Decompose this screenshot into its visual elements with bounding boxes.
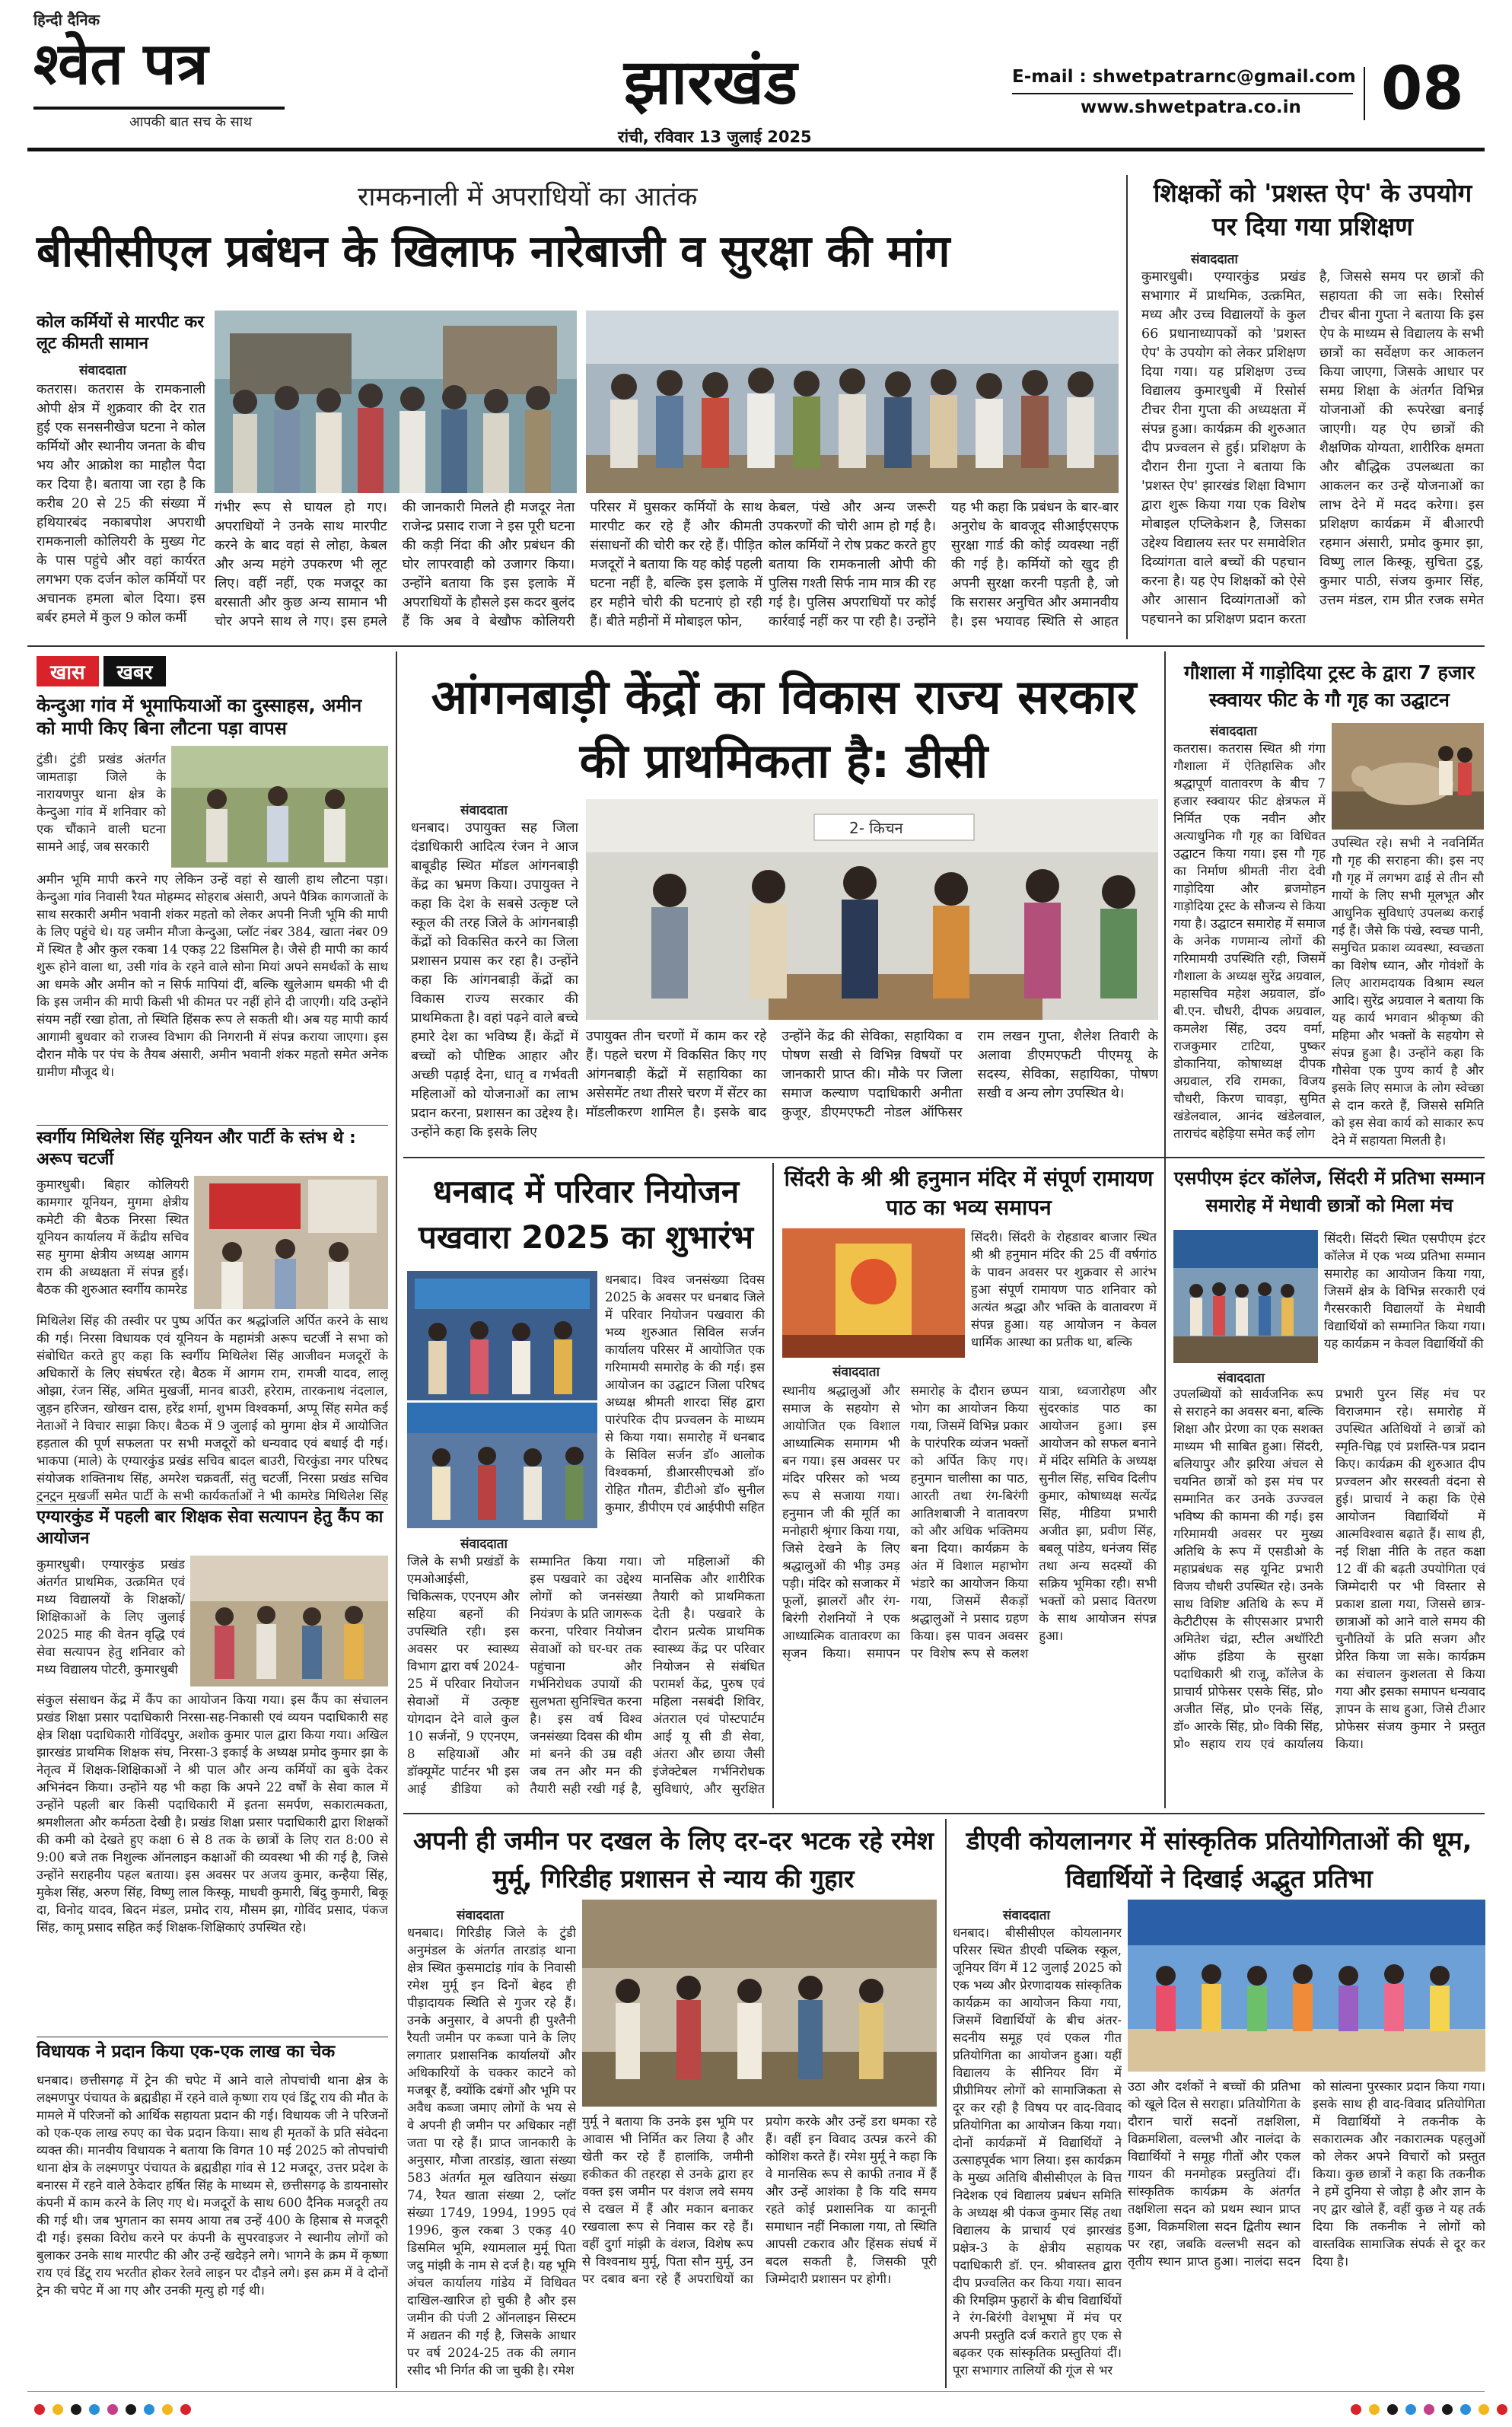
byline-parivar: संवाददाता bbox=[460, 1537, 508, 1552]
footer-dot bbox=[126, 2404, 136, 2415]
headline-mithilesh: स्वर्गीय मिथिलेश सिंह यूनियन और पार्टी के स्तंभ थे : अरूप चटर्जी bbox=[37, 1129, 356, 1169]
byline-spm: संवाददाता bbox=[1218, 1371, 1265, 1386]
byline-anganwadi: संवाददाता bbox=[460, 803, 508, 818]
rule-v4 bbox=[1164, 651, 1166, 1808]
story-spm-cols: उपलब्धियों को सार्वजनिक रूप से सराहने का अवसर बना, बल्कि शिक्षा और प्रेरणा का एक सशक्त माध्यम भी साबित हुआ। सिंदरी, बलियापुर और झरिया अंचल से चयनित छात्रों को इस मंच पर सम्मानित कर उनके उज्ज्वल भविष्य की कामना की गई। इस गरिमामयी अवसर पर मुख्य अतिथि के रूप में एसडीओ के महाप्रबंधक सह यूनिट प्रभारी विजय चौधरी उपस्थित रहे। उनके साथ विशिष्ट अतिथि के रूप में केटीटीएस के सीएसआर प्रभारी अमितेश चंद्रा, स्टील अथॉरिटी ऑफ इंडिया के सुरक्षा पदाधिकारी श्री राजू, कॉलेज के प्राचार्य प्रोफेसर एसके सिंह, प्रो० अजीत सिंह, प्रो० एनके सिंह, डॉ० आरके सिंह, प्रो० विकी सिंह, प्रो० सहाय राय एवं कार्यालय प्रभारी पुरन सिंह मंच पर विराजमान रहे। समारोह में उपस्थित अतिथियों ने छात्रों को स्मृति-चिह्न एवं प्रशस्ति-पत्र प्रदान किए। कार्यक्रम की शुरुआत दीप प्रज्वलन और सरस्वती वंदना से हुई। प्राचार्य ने कहा कि ऐसे आयोजन विद्यार्थियों में आत्मविश्वास बढ़ाते हैं। साथ ही, नई शिक्षा नीति के तहत कक्षा 12 वीं की बढ़ती उपयोगिता एवं जिम्मेदारी पर भी विस्तार से प्रकाश डाला गया, जिससे छात्र-छात्राओं को आने वाले समय की चुनौतियों के प्रति सजग और प्रेरित किया जा सके। कार्यक्रम का संचालन कुशलता से किया गया और इसका समापन धन्यवाद ज्ञापन के साथ हुआ, जिसे टीआर प्रोफेसर संजय कुमार ने प्रस्तुत किया। bbox=[1173, 1387, 1485, 1751]
headline-anganwadi: आंगनबाड़ी केंद्रों का विकास राज्य सरकार की प्राथमिकता है: डीसी bbox=[431, 669, 1137, 788]
headline-bccl: बीसीसीएल प्रबंधन के खिलाफ नारेबाजी व सुरक्षा की मांग bbox=[37, 225, 950, 277]
tag-black: खबर bbox=[103, 656, 167, 686]
footer-dot bbox=[144, 2404, 154, 2415]
footer-dot bbox=[1424, 2404, 1434, 2415]
story-kendua-col1: टुंडी। टुंडी प्रखंड अंतर्गत जामताड़ा जिले के नारायणपुर थाना क्षेत्र के केन्दुआ गांव में शनिवार को एक चौंकाने वाली घटना सामने आई, जब सरकारी bbox=[37, 752, 166, 854]
rule-s5 bbox=[37, 1504, 388, 1505]
story-bccl-col1: कतरास। कतरास के रामकनाली ओपी क्षेत्र में शुक्रवार की देर रात हुई एक सनसनीखेज घटना ने कोल कर्मियों और स्थानीय जनता के बीच भय और आक्रोश का माहौल पैदा कर दिया है। बताया जा रहा है कि करीब 20 से 25 की संख्या में हथियारबंद नकाबपोश अपराधी रामकनाली कोलियरी के मुख्य गेट के पास पहुंचे और वहां कार्यरत लगभग एक दर्जन कोल कर्मियों पर अचानक हमला बोल दिया। इस बर्बर हमले में कुल 9 कोल कर्मी bbox=[37, 382, 205, 626]
page-number: 08 bbox=[1381, 55, 1464, 123]
photo-hanuman bbox=[782, 1228, 965, 1358]
footer-dot bbox=[1351, 2404, 1361, 2415]
headline-cheque: विधायक ने प्रदान किया एक-एक लाख का चेक bbox=[37, 2042, 336, 2062]
photo-spm bbox=[1173, 1230, 1318, 1363]
photo-parivar bbox=[407, 1271, 597, 1400]
photo-murmu bbox=[582, 1900, 937, 2107]
masthead-rule bbox=[27, 148, 1485, 151]
footer-dot bbox=[1479, 2404, 1489, 2415]
tag-red: खास bbox=[37, 656, 99, 686]
story-hanuman-right: सिंदरी। सिंदरी के रोहडावर बाजार स्थित श्री श्री हनुमान मंदिर की 25 वीं वर्षगांठ के पावन अवसर पर शुक्रवार से आरंभ हुआ संपूर्ण रामायण पाठ शनिवार को अत्यंत श्रद्धा और भक्ति के वातावरण में संपन्न हुआ। यह आयोजन न केवल धार्मिक आस्था का प्रतीक था, बल्कि bbox=[971, 1230, 1157, 1349]
kicker: रामकनाली में अपराधियों का आतंक bbox=[358, 182, 698, 212]
rule-h3 bbox=[1172, 1157, 1485, 1158]
story-kendua-body: अमीन भूमि मापी करने गए लेकिन उन्हें वहां से खाली हाथ लौटना पड़ा। केन्दुआ गांव निवासी रैयत मोहम्मद सोहराब अंसारी, अपने पैत्रिक कागजातों के साथ सरकारी अमीन भवानी शंकर महतो को लेकर अपनी निजी भूमि की मापी के लिए पहुंचे थे। यह जमीन मौजा केन्दुआ, प्लॉट नंबर 384, खाता नंबर 09 में स्थित है और कुल रकबा 14 एकड़ 22 डिसमिल है। जैसे ही मापी का कार्य शुरू होने वाला था, उसी गांव के रहने वाले सोना मियां अपने समर्थकों के साथ आ धमके और अमीन को न सिर्फ मापियां दीं, बल्कि खुलेआम धमकी भी दी कि इस जमीन की मापी किसी भी कीमत पर नहीं होने दी जाएगी। यदि उन्होंने संयम नहीं रखा होता, तो स्थिति हिंसक रूप ले सकती थी। अब यह मापी कार्य आगामी बुधवार को राजस्व विभाग की निगरानी में संपन्न कराया जाएगा। इस दौरान मौके पर पंच के तैयब अंसारी, अमीन भवानी शंकर महतो समेत अनेक ग्रामीण मौजूद थे। bbox=[37, 872, 388, 1079]
rule-v2 bbox=[396, 651, 397, 2388]
brand-underline bbox=[33, 107, 285, 110]
rule-h4 bbox=[403, 1813, 1485, 1814]
email: E-mail : shwetpatrarnc@gmail.com bbox=[1012, 67, 1356, 87]
story-parivar-cols: जिले के सभी प्रखंडों के एमओआईसी, चिकित्सक, एएनएम और सहिया बहनों की उपस्थिति रही। इस अवसर पर स्वास्थ्य विभाग द्वारा वर्ष 2024-25 में परिवार नियोजन सेवाओं में उत्कृष्ट योगदान देने वाले कुल 10 सर्जनों, 9 एएनएम, 8 सहियाओं और डॉक्यूमेंट पार्टनर भी इस आई डीडिया को सम्मानित किया गया। इस पखवारे का उद्देश्य लोगों को जनसंख्या नियंत्रण के प्रति जागरूक करना, परिवार नियोजन सेवाओं को घर-घर तक पहुंचाना और गर्भनिरोधक उपायों की सुलभता सुनिश्चित करना है। इस वर्ष विश्व जनसंख्या दिवस की थीम मां बनने की उम्र वही जब तन और मन की तैयारी सही रखी गई है, जो महिलाओं की मानसिक और शारीरिक तैयारी को प्राथमिकता देती है। पखवारे के दौरान प्रत्येक प्राथमिक स्वास्थ्य केंद्र पर परिवार नियोजन से संबंधित परामर्श केंद्र, पुरुष एवं महिला नसबंदी शिविर, अंतराल एवं पोस्टपार्टम आई यू सी डी सेवा, अंतरा और छाया जैसी इंजेक्टेबल गर्भनिरोधक सुविधाएं, और सुरक्षित bbox=[407, 1554, 765, 1796]
footer-dot bbox=[34, 2404, 45, 2415]
brand-name: श्वेत पत्र bbox=[33, 30, 208, 97]
brand-tagline: आपकी बात सच के साथ bbox=[129, 114, 252, 130]
story-bccl-cols-right: केबल, पंखे और अन्य जरूरी उपकरणों की चोरी आम हो गई है। कोल कर्मियों ने रोष प्रकट करते हुए बताया कि रामकनाली ओपी की पुलिस गश्ती सिर्फ नाम मात्र की रह गई है। पुलिस अपराधियों पर कोई कार्रवाई नहीं कर पा रही है। उन्होंने यह भी कहा कि प्रबंधन के बार-बार अनुरोध के बावजूद सीआईएसएफ सुरक्षा गार्ड की कोई व्यवस्था नहीं की गई है। कर्मियों को खुद ही अपनी सुरक्षा करनी पड़ती है, जो कि सरासर अनुचित और अमानवीय है। इस भयावह स्थिति से आहत bbox=[769, 500, 1119, 629]
story-bccl-cols: गंभीर रूप से घायल हो गए। अपराधियों ने उनके साथ मारपीट करने के बाद वहां से लोहा, केबल और अन्य महंगे उपकरण भी लूट लिए। वहीं नहीं, एक मजदूर का बरसाती और कुछ अन्य सामान भी चोर अपने साथ ले गए। इस हमले की जानकारी मिलते ही मजदूर नेता राजेन्द्र प्रसाद राजा ने इस पूरी घटना की कड़ी निंदा की और प्रबंधन की घोर लापरवाही को उजागर किया। उन्होंने बताया कि इस इलाके में अपराधियों के हौसले इस कदर बुलंद हैं कि अब वे बेखौफ कोलियरी परिसर में घुसकर कर्मियों के साथ मारपीट कर रहे हैं और कीमती संसाधनों की चोरी कर रहे हैं। पीड़ित मजदूरों ने बताया कि यह कोई पहली घटना नहीं है, बल्कि इस इलाके में हर महीने चोरी की घटनाएं हो रही हैं। बीते महीनों में मोबाइल फोन, bbox=[215, 500, 762, 629]
byline-prashast: संवाददाता bbox=[1191, 252, 1238, 267]
footer-dot bbox=[71, 2404, 81, 2415]
photo-protest bbox=[215, 311, 577, 493]
story-dav-cols: उठा और दर्शकों ने बच्चों की प्रतिभा को खूले दिल से सराहा। प्रतियोगिता के दौरान चारों सदनों तक्षशिला, विक्रमशिला, वल्लभी और नालंदा के विद्यार्थियों ने समूह गीतों और एकल गायन की मनमोहक प्रस्तुतियां दीं। सांस्कृतिक कार्यक्रम के अंतर्गत तक्षशिला सदन को प्रथम स्थान प्राप्त हुआ, विक्रमशिला सदन द्वितीय स्थान पर रहा, जबकि वल्लभी सदन को तृतीय स्थान प्राप्त हुआ। नालंदा सदन को सांत्वना पुरस्कार प्रदान किया गया। इसके साथ ही वाद-विवाद प्रतियोगिता में विद्यार्थियों ने तकनीक के सकारात्मक और नकारात्मक पहलुओं को लेकर अपने विचारों को प्रस्तुत किया। कुछ छात्रों ने कहा कि तकनीक ने हमें दुनिया से जोड़ा है और ज्ञान के नए द्वार खोले हैं, वहीं कुछ ने यह तर्क दिया कि तकनीक ने लोगों को वास्तविक सामाजिक संपर्क से दूर कर दिया है। bbox=[1128, 2079, 1485, 2269]
footer-dots-right bbox=[1347, 2403, 1511, 2418]
email-rule bbox=[1012, 93, 1353, 94]
story-dav-col1: धनबाद। बीसीसीएल कोयलानगर परिसर स्थित डीएवी पब्लिक स्कूल, जूनियर विंग में 12 जुलाई 2025 को एक भव्य और प्रेरणादायक सांस्कृतिक कार्यक्रम का आयोजन किया गया, जिसमें विद्यार्थियों के बीच अंतर-सदनीय समूह एवं एकल गीत प्रतियोगिता का आयोजन हुआ। यहीं विद्यालय के सीनियर विंग में प्रीप्रीमियर लोगों को सामाजिकता से दूर कर रही है विषय पर वाद-विवाद प्रतियोगिता का आयोजन किया गया। दोनों कार्यक्रमों में विद्यार्थियों ने उत्साहपूर्वक भाग लिया। इस कार्यक्रम के मुख्य अतिथि बीसीसीएल के वित्त निदेशक एवं विद्यालय प्रबंधन समिति के अध्यक्ष श्री पंकज कुमार सिंह तथा विद्यालय के प्राचार्य एवं झारखंड प्रक्षेत्र-3 के क्षेत्रीय सहायक पदाधिकारी डॉ. एन. श्रीवास्तव द्वारा दीप प्रज्वलित कर किया गया। सावन की रिमझिम फुहारों के बीच विद्यार्थियों ने रंग-बिरंगी वेशभूषा में मंच पर अपनी प्रस्तुति दर्ज कराते हुए एक से बढ़कर एक सांस्कृतिक प्रस्तुतियां दीं। पूरा सभागार तालियों की गूंज से भर bbox=[953, 1925, 1122, 2378]
byline-hanuman: संवाददाता bbox=[832, 1365, 880, 1380]
dateline: रांची, रविवार 13 जुलाई 2025 bbox=[618, 128, 812, 146]
headline-murmu: अपनी ही जमीन पर दखल के लिए दर-दर भटक रहे रमेश मुर्मू, गिरिडीह प्रशासन से न्याय की गुहार bbox=[412, 1826, 934, 1894]
photo-camp bbox=[190, 1556, 388, 1686]
rule-h1 bbox=[27, 645, 1485, 647]
footer-dot bbox=[1369, 2404, 1380, 2415]
photo-workers bbox=[586, 311, 1119, 493]
photo-gaushala bbox=[1332, 723, 1484, 830]
story-mithilesh-col1: कुमारधुबी। बिहार कोलियरी कामगार यूनियन, मुगमा क्षेत्रीय कमेटी की बैठक निरसा स्थित यूनियन कार्यालय में केंद्रीय सचिव सह मुगमा क्षेत्रीय अध्यक्ष आगम राम की अध्यक्षता में संपन्न हुई। बैठक की शुरुआत स्वर्गीय कामरेड bbox=[37, 1177, 189, 1297]
story-gaushala-col1: कतरास। कतरास स्थित श्री गंगा गौशाला में ऐतिहासिक और श्रद्धापूर्ण वातावरण के बीच 7 हजार स्क्वायर फीट क्षेत्रफल में निर्मित एक नवीन और अत्याधुनिक गौ गृह का विधिवत उद्घाटन किया गया। इस गौ गृह का निर्माण श्रीमती नीरा देवी गाड़ोदिया और ब्रजमोहन गाड़ोदिया ट्रस्ट के सौजन्य से किया गया है। उद्घाटन समारोह में समाज के अनेक गणमान्य लोगों की गरिमामयी उपस्थिति रही, जिसमें गौशाला के अध्यक्ष सुरेंद्र अग्रवाल, महासचिव महेश अग्रवाल, डॉ० बी.एन. चौधरी, दीपक अग्रवाल, कमलेश सिंह, उदय वर्मा, राजकुमार टाटिया, पुष्कर डोकानिया, कोषाध्यक्ष दीपक अग्रवाल, रवि रामका, विजय चौधरी, किरण चावड़ा, सुमित खंडेलवाल, आनंद खंडेलवाल, ताराचंद बहेड़िया समेत कई लोग bbox=[1173, 741, 1326, 1141]
story-murmu-col1: धनबाद। गिरिडीह जिले के टुंडी अनुमंडल के अंतर्गत तारडांड़ थाना क्षेत्र स्थित कुसमाटांड़ गांव के निवासी रमेश मुर्मू इन दिनों बेहद ही पीड़ादायक स्थिति से गुजर रहे हैं। उनके अनुसार, वे अपनी ही पुश्तैनी रैयती जमीन पर कब्जा पाने के लिए लगातार प्रशासनिक कार्यालयों और अधिकारियों के चक्कर काटने को मजबूर हैं, क्योंकि दबंगों और भूमि पर अवैध कब्जा जमाए लोगों के भय से वे अपनी ही जमीन पर अधिकार नहीं जता पा रहे हैं। प्राप्त जानकारी के अनुसार, मौजा तारडांड़, खाता संख्या 583 अंतर्गत मूल खतियान संख्या 74, रैयत खाता संख्या 2, प्लॉट संख्या 1749, 1994, 1995 एवं 1996, कुल रकबा 3 एकड़ 40 डिसमिल भूमि, श्यामलाल मुर्मू पिता जदु मांझी के नाम से दर्ज है। यह भूमि अंचल कार्यालय गांडेय में विधिवत दाखिल-खारिज हो चुकी है और इस जमीन की पंजी 2 ऑनलाइन सिस्टम में अद्यतन की गई है, जिसके आधार पर वर्ष 2024-25 तक की लगान रसीद भी निर्गत की जा चुकी है। रमेश bbox=[407, 1925, 576, 2378]
story-cheque-body: धनबाद। छत्तीसगढ़ में ट्रेन की चपेट में आने वाले तोपचांची थाना क्षेत्र के लक्ष्मणपुर पंचायत के ब्रह्मडीहा में रहने वाले कृष्णा राय एवं डिंटू राय की मौत के मामले में परिजनों को आर्थिक सहायता प्रदान की गई। विधायक जी ने परिजनों को एक-एक लाख रुपए का चेक प्रदान किया। साथ ही मृतकों के प्रति संवेदना व्यक्त की। मानवीय विधायक ने बताया कि विगत 10 मई 2025 को तोपचांची थाना क्षेत्र के लक्ष्मणपुर पंचायत के ब्रह्मडीहा गांव से 12 मजदूर, उत्तर प्रदेश के बनारस में रहने वाले ठेकेदार हर्षित सिंह के माध्यम से, छत्तीसगढ़ के डायनासोर कंपनी में काम करने के लिए गए थे। मजदूरों के साथ 600 दैनिक मजदूरी तय की गई थी। जब भुगतान का समय आया तब उन्हें 400 के हिसाब से मजदूरी दी गई। इसका विरोध करने पर कंपनी के सुपरवाइजर ने स्थानीय लोगों को बुलाकर उनके साथ मारपीट की और उन्हें खदेड़ने लगे। भागने के क्रम में कृष्णा राय एवं डिंटू राय भरतीत होकर रेलवे लाइन पर दौड़ने लगे। इस क्रम में वे दोनों ट्रेन की चपेट में आ गए और उनकी मृत्यु हो गई थी। bbox=[37, 2073, 388, 2298]
byline-dav: संवाददाता bbox=[1003, 1908, 1050, 1923]
photo-anganwadi-label: 2- किचन bbox=[849, 819, 903, 837]
subhead-bccl: कोल कर्मियों से मारपीट कर लूट कीमती सामान संवाददाता bbox=[37, 313, 205, 378]
footer-rule bbox=[27, 2391, 1485, 2392]
headline-dav: डीएवी कोयलानगर में सांस्कृतिक प्रतियोगिताओं की धूम, विद्यार्थियों ने दिखाई अद्भुत प्रतिभा bbox=[966, 1826, 1472, 1894]
photo-parivar-2 bbox=[407, 1403, 597, 1528]
footer-dot bbox=[53, 2404, 63, 2415]
khas-khabar-tag bbox=[37, 656, 272, 686]
story-prashast-body: कुमारधुबी। एग्यारकुंड प्रखंड सभागार में प्राथमिक, उत्क्रमित, मध्य और उच्च विद्यालयों के कुल 66 प्रधानाध्यापकों को 'प्रशस्त ऐप' के उपयोग को लेकर प्रशिक्षण दिया गया। यह प्रशिक्षण उच्च विद्यालय कुमारधुबी में रिसोर्स टीचर रीना गुप्ता की अध्यक्षता में संपन्न हुआ। कार्यक्रम की शुरुआत दीप प्रज्वलन से हुई। प्रशिक्षण के दौरान रीना गुप्ता ने बताया कि 'प्रशस्त ऐप' झारखंड शिक्षा विभाग द्वारा शुरू किया गया एक विशेष मोबाइल एप्लिकेशन है, जिसका उद्देश्य विद्यालय स्तर पर समावेशित दिव्यांगता वाले बच्चों की पहचान करना है। यह ऐप शिक्षकों को ऐसे और आसान दिव्यांगताओं को पहचानने का प्रशिक्षण प्रदान करता है, जिससे समय पर छात्रों की सहायता की जा सके। रिसोर्स टीचर बीना गुप्ता ने बताया कि इस ऐप के माध्यम से विद्यालय के सभी छात्रों का सर्वेक्षण कर आकलन किया जाएगा, जिसके आधार पर समग्र शिक्षा के अंतर्गत विभिन्न योजनाओं की रूपरेखा बनाई जाएगी। यह ऐप छात्रों की शैक्षणिक योग्यता, शारीरिक क्षमता और बौद्धिक उपलब्धता का आकलन कर उन्हें योजनाओं का लाभ देने में मदद करेगा। इस प्रशिक्षण कार्यक्रम में बीआरपी रहमान अंसारी, प्रमोद कुमार झा, विष्णु लाल किस्कू, सुचिता टुडू, कुमार पाठी, संजय कुमार सिंह, उत्तम मंडल, राम प्रीत रजक समेत bbox=[1141, 269, 1484, 627]
footer-dot bbox=[89, 2404, 100, 2415]
rule-v3 bbox=[772, 1163, 774, 1808]
story-anganwadi-col1: धनबाद। उपायुक्त सह जिला दंडाधिकारी आदित्य रंजन ने आज बाबूडीह स्थित मॉडल आंगनबाड़ी केंद्र का भ्रमण किया। उपायुक्त ने कहा कि देश के सबसे उत्कृष्ट प्ले स्कूल की तरह जिले के आंगनबाड़ी केंद्रों को विकसित करने का जिला प्रशासन प्रयास कर रहा है। उन्होंने कहा कि आंगनबाड़ी केंद्रों का विकास राज्य सरकार की प्राथमिकता है। वहां पढ़ने वाले बच्चे हमारे देश का भविष्य हैं। केंद्रों में बच्चों को पौष्टिक आहार और अच्छी पढ़ाई देना, धातृ व गर्भवती महिलाओं को योजनाओं का लाभ प्रदान करना, प्रशासन का उद्देश्य है। उन्होंने कहा कि इसके लिए bbox=[411, 820, 578, 1140]
footer-dot bbox=[1387, 2404, 1398, 2415]
photo-anganwadi bbox=[586, 799, 1158, 1020]
story-mithilesh-body: मिथिलेश सिंह की तस्वीर पर पुष्प अर्पित कर श्रद्धांजलि अर्पित करने के साथ की गई। निरसा विधायक एवं यूनियन के महामंत्री अरूप चटर्जी ने सभा को संबोधित करते हुए कहा कि स्वर्गीय मिथिलेश सिंह आजीवन मजदूरों के अधिकारों के लिए संघर्षरत रहे। बैठक में आगम राम, रामजी यादव, लालू ओझा, रंजन सिंह, अमित मुखर्जी, मानव बाउरी, हरेराम, तारकनाथ नंदलाल, जुड़न हरिजन, खोखन दास, हरेंद्र शर्मा, शुभम विश्वकर्मा, अप्पू सिंह समेत कई नेताओं ने विचार साझा किए। बैठक में 9 जुलाई को मुगमा क्षेत्र में आयोजित हड़ताल की पूर्ण सफलता पर सभी मजदूरों को धन्यवाद एवं बधाई दी गई। भाकपा (माले) के एग्यारकुंड प्रखंड सचिव बादल बाउरी, चिरकुंडा नगर परिषद संयोजक शक्तिनाथ सिंह, अमरेश चक्रवर्ती, संतु चटर्जी, निरसा प्रखंड सचिव टुनटुन मुखर्जी समेत पार्टी के सभी कार्यकर्ताओं ने भी कामरेड मिथिलेश सिंह bbox=[37, 1314, 388, 1502]
footer-dot bbox=[1442, 2404, 1453, 2415]
story-murmu-cols: मुर्मू ने बताया कि उनके इस भूमि पर आवास भी निर्मित कर लिया है और खेती कर रहे हैं हालांकि, जमीनी हकीकत की तहरहा से उनके द्वारा हर वक्त इस जमीन पर वंशज लवे समय से दखल में हैं और मकान बनाकर रखवाला रूप से निवास कर रहे हैं। वहीं दुर्गा मांझी के वंशज, विशेष रूप से विश्वनाथ मुर्मू, पिता सौन मुर्मू, उन पर दबाव बना रहे हैं अपराधियों का प्रयोग करके और उन्हें डरा धमका रहे हैं। वहीं इन विवाद उत्पन्न करने की कोशिश करते हैं। रमेश मुर्मू ने कहा कि वे मानसिक रूप से काफी तनाव में हैं और उन्हें आशंका है कि यदि समय रहते कोई प्रशासनिक या कानूनी समाधान नहीं निकाला गया, तो स्थिति आपसी टकराव और हिंसक संघर्ष में बदल सकती है, जिसकी पूरी जिम्मेदारी प्रशासन पर होगी। bbox=[582, 2114, 937, 2286]
story-anganwadi-cols: उपायुक्त तीन चरणों में काम कर रहे हैं। पहले चरण में विकसित किए गए आंगनबाड़ी केंद्रों में सहायिका का असेसमेंट तथा तीसरे चरण में सेंटर का मॉडलीकरण शामिल है। इसके बाद उन्होंने केंद्र की सेविका, सहायिका व पोषण सखी से विभिन्न विषयों पर जानकारी प्राप्त की। मौके पर जिला समाज कल्याण पदाधिकारी अनीता कुजूर, डीएमएफटी नोडल ऑफिसर राम लखन गुप्ता, शैलेश तिवारी के अलावा डीएमएफटी पीएमयू के सदस्य, सेविका, सहायिका, पोषण सखी व अन्य लोग उपस्थित थे। bbox=[586, 1029, 1158, 1120]
page-number-divider bbox=[1364, 67, 1365, 120]
footer-dot bbox=[1497, 2404, 1507, 2415]
footer-dot bbox=[1405, 2404, 1416, 2415]
masthead bbox=[0, 0, 1512, 145]
photo-dav bbox=[1128, 1900, 1485, 2072]
footer-dots-left bbox=[30, 2403, 195, 2418]
footer-dot bbox=[180, 2404, 191, 2415]
story-spm-right: सिंदरी। सिंदरी स्थित एसपीएम इंटर कॉलेज में एक भव्य प्रतिभा सम्मान समारोह का आयोजन किया गया, जिसमें क्षेत्र के विभिन्न सरकारी एवं गैरसरकारी विद्यालयों के मेधावी विद्यार्थियों को सम्मानित किया गया। यह कार्यक्रम न केवल विद्यार्थियों की bbox=[1324, 1231, 1485, 1351]
photo-mithilesh bbox=[194, 1176, 388, 1309]
footer-dot bbox=[162, 2404, 173, 2415]
footer-dot bbox=[1460, 2404, 1471, 2415]
rule-v1 bbox=[1126, 175, 1128, 639]
headline-parivar: धनबाद में परिवार नियोजन पखवारा 2025 का शुभारंभ bbox=[418, 1173, 754, 1256]
headline-kendua: केन्दुआ गांव में भूमाफियाओं का दुस्साहस, अमीन को मापी किए बिना लौटना पड़ा वापस bbox=[37, 695, 362, 739]
headline-prashast: शिक्षकों को 'प्रशस्त ऐप' के उपयोग पर दिया गया प्रशिक्षण bbox=[1153, 178, 1472, 241]
headline-hanuman: सिंदरी के श्री श्री हनुमान मंदिर में संपूर्ण रामायण पाठ का भव्य समापन bbox=[784, 1166, 1154, 1220]
brand-top: हिन्दी दैनिक bbox=[33, 11, 100, 29]
story-gaushala-right: उपस्थित रहे। सभी ने नवनिर्मित गौ गृह की सराहना की। इस नए गौ गृह में लगभग ढाई से तीन सौ गायों के लिए सभी मूलभूत और आधुनिक सुविधाएं उपलब्ध कराई गई हैं। जैसे कि पंखे, स्वच्छ पानी, समुचित प्रकाश व्यवस्था, स्वच्छता का विशेष ध्यान, और गोवंशों के लिए आरामदायक विश्राम स्थल आदि। सुरेंद्र अग्रवाल ने बताया कि यह कार्य भगवान श्रीकृष्ण की महिमा और भक्तों के सहयोग से संपन्न हुआ है। उन्होंने कहा कि गौसेवा एक पुण्य कार्य है और इसके लिए समाज के लोग स्वेच्छा से दान करते हैं, जिससे समिति को इस सेवा कार्य को साकार रूप देने में सहायता मिलती है। bbox=[1332, 836, 1484, 1148]
rule-s4 bbox=[37, 1125, 388, 1126]
section-title: झारखंड bbox=[624, 46, 797, 119]
website: www.shwetpatra.co.in bbox=[1081, 97, 1301, 117]
story-hanuman-cols: स्थानीय श्रद्धालुओं और समाज के सहयोग से आयोजित एक विशाल आध्यात्मिक समागम भी बन गया। इस अवसर पर मंदिर परिसर को भव्य रूप से सजाया गया। हनुमान जी की मूर्ति का मनोहारी श्रृंगार किया गया, जिसे देखने के लिए श्रद्धालुओं की भीड़ उमड़ पड़ी। मंदिर को सजाकर में फूलों, झालरों और रंग-बिरंगी रोशनियों ने एक आध्यात्मिक वातावरण का सृजन किया। समापन समारोह के दौरान छप्पन भोग का आयोजन किया गया, जिसमें विभिन्न प्रकार के पारंपरिक व्यंजन भक्तों को अर्पित किए गए। हनुमान चालीसा का पाठ, आरती तथा रंग-बिरंगी आतिशबाजी ने वातावरण को और अधिक भक्तिमय बना दिया। कार्यक्रम के अंत में विशाल महाभोग भंडारे का आयोजन किया गया, जिसमें सैकड़ों श्रद्धालुओं ने प्रसाद ग्रहण किया। इस पावन अवसर पर विशेष रूप से कलश यात्रा, ध्वजारोहण और सुंदरकांड पाठ का आयोजन हुआ। इस आयोजन को सफल बनाने में मंदिर समिति के अध्यक्ष सुनील सिंह, सचिव दिलीप कुमार, कोषाध्यक्ष सत्येंद्र सिंह, मीडिया प्रभारी अजीत झा, प्रवीण सिंह, बबलू पांडेय, धनंजय सिंह तथा अन्य सदस्यों की सक्रिय भूमिका रही। सभी भक्तों को प्रसाद वितरण के साथ आयोजन संपन्न हुआ। bbox=[782, 1384, 1157, 1661]
story-camp-col1: कुमारधुबी। एग्यारकुंड प्रखंड अंतर्गत प्राथमिक, उत्क्रमित एवं मध्य विद्यालयों के शिक्षकों/शिक्षिकाओं के लिए जुलाई 2025 माह की वेतन वृद्धि एवं सेवा सत्यापन हेतु शनिवार को मध्य विद्यालय पोटरी, कुमारधुबी bbox=[37, 1557, 185, 1677]
headline-gaushala: गौशाला में गाड़ोदिया ट्रस्ट के द्वारा 7 हजार स्क्वायर फीट के गौ गृह का उद्घाटन bbox=[1183, 661, 1475, 711]
footer-dot bbox=[107, 2404, 118, 2415]
byline-murmu: संवाददाता bbox=[457, 1908, 504, 1923]
headline-camp: एग्यारकुंड में पहली बार शिक्षक सेवा सत्यापन हेतु कैंप का आयोजन bbox=[37, 1508, 384, 1548]
story-camp-body: संकुल संसाधन केंद्र में कैंप का आयोजन किया गया। इस कैंप का संचालन प्रखंड शिक्षा प्रसार पदाधिकारी निरसा-सह-निकासी एवं व्ययन पदाधिकारी सह क्षेत्र शिक्षा पदाधिकारी गोविंदपुर, अशोक कुमार पाल द्वारा किया गया। अखिल झारखंड प्राथमिक शिक्षक संघ, निरसा-3 इकाई के अध्यक्ष प्रमोद कुमार झा के नेतृत्व में शिक्षक-शिक्षिकाओं ने श्री पाल और अन्य कर्मियों का बुके देकर अभिनंदन किया। उन्होंने यह भी कहा कि अपने 22 वर्षों के सेवा काल में उन्होंने पहली बार किसी पदाधिकारी में इतना समर्पण, सकारात्मकता, श्रमशीलता और कर्मठता देखी है। प्रखंड शिक्षा प्रसार पदाधिकारी द्वारा शिक्षकों की कमी को देखते हुए कक्षा 6 से 8 तक के छात्रों के लिए रात 8:00 से 9:00 बजे तक निशुल्क ऑनलाइन कक्षाओं की व्यवस्था भी की गई है, जिसे उन्होंने सराहनीय पहल बताया। इस अवसर पर अजय कुमार, कन्हैया सिंह, मुकेश सिंह, अरुण सिंह, विष्णु लाल किस्कू, माधवी कुमारी, बिंदु कुमारी, बिकू दा, विनोद यादव, बिदन मंडल, प्रमोद राय, मौसम झा, गोविंद प्रसाद, पंकज सिंह, कामू प्रसाद सहित कई शिक्षक-शिक्षिकाएं उपस्थित रहे। bbox=[37, 1693, 388, 1935]
story-parivar-right: धनबाद। विश्व जनसंख्या दिवस 2025 के अवसर पर धनबाद जिले में परिवार नियोजन पखवारा की भव्य शुरुआत सिविल सर्जन कार्यालय परिसर में आयोजित एक गरिमामयी समारोह के की गई। इस आयोजन का उद्घाटन जिला परिषद अध्यक्ष श्रीमती शारदा सिंह द्वारा पारंपरिक दीप प्रज्वलन के माध्यम से किया गया। समारोह में धनबाद के सिविल सर्जन डॉ० आलोक विश्वकर्मा, डीआरसीएचओ डॉ० रोहित गौतम, डीटीओ डॉ० सुनील कुमार, डीपीएम एवं आईपीपी सहित bbox=[605, 1272, 765, 1514]
rule-v5 bbox=[945, 1819, 947, 2388]
byline-gaushala: संवाददाता bbox=[1210, 724, 1257, 739]
headline-spm: एसपीएम इंटर कॉलेज, सिंदरी में प्रतिभा सम्मान समारोह में मेधावी छात्रों को मिला मंच bbox=[1173, 1167, 1485, 1216]
photo-kendua bbox=[171, 746, 388, 868]
